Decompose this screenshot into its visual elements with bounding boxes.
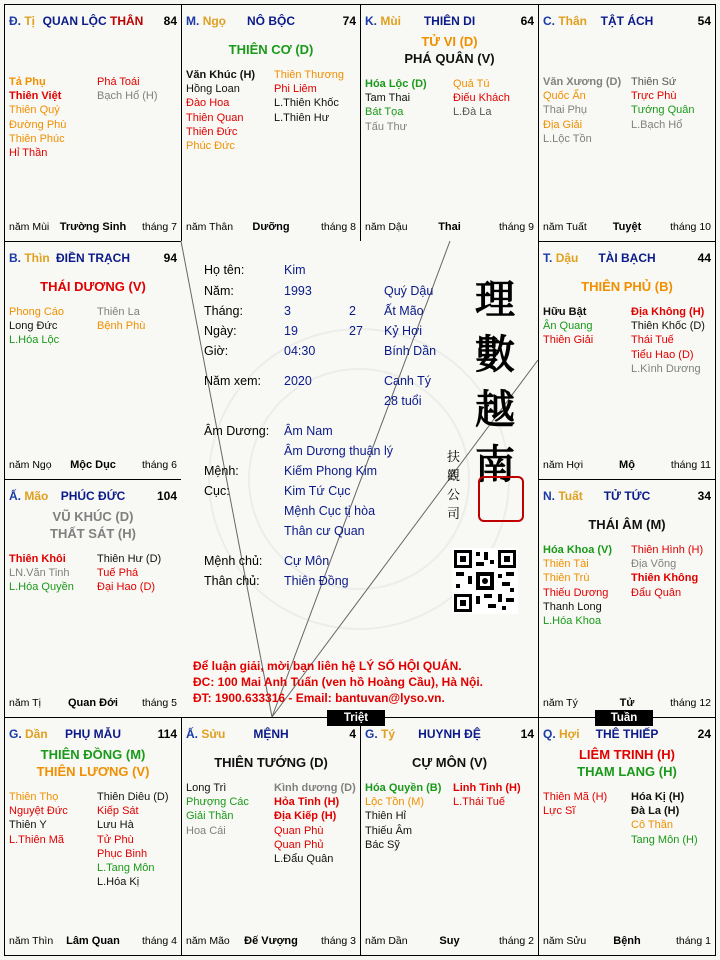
- thang-label: Tháng:: [204, 304, 243, 318]
- minor-star: Thiên Thọ: [9, 791, 59, 803]
- minor-star: Quốc Ấn: [543, 90, 586, 103]
- minor-star: Thiên Khốc (D): [631, 320, 705, 333]
- menh-chu-value: Cự Môn: [284, 554, 330, 568]
- minor-star: Thiên La: [97, 306, 140, 318]
- minor-star: Thiên Tài: [543, 558, 589, 571]
- menh-label: Mệnh:: [204, 464, 239, 478]
- minor-star: Đào Hoa: [186, 97, 230, 110]
- red-seal-icon: [478, 476, 524, 522]
- footer-year: năm Ngọ: [9, 459, 52, 471]
- footer-year: năm Tị: [9, 697, 41, 709]
- footer-month: tháng 5: [141, 697, 177, 709]
- minor-star: Bệnh Phù: [97, 320, 146, 333]
- palace-name-text: THÊ THIẾP: [595, 727, 659, 741]
- minor-star: Thiên Quan: [186, 111, 244, 124]
- main-star: THIÊN PHỦ (B): [581, 279, 673, 294]
- palace-age-number: 24: [697, 727, 711, 741]
- gio-am-lich: Bính Dần: [384, 344, 437, 358]
- minor-star: L.Lộc Tồn: [543, 132, 592, 145]
- palace-can: T.: [543, 251, 553, 265]
- minor-star: Phá Toái: [97, 76, 140, 88]
- brand-subtitle-char: 公: [447, 488, 461, 503]
- thang-am-lich: Ất Mão: [384, 304, 424, 318]
- footer-month: tháng 3: [320, 935, 356, 947]
- minor-star: L.Hóa Khoa: [543, 615, 602, 628]
- palace-can: Đ.: [9, 14, 21, 28]
- minor-star: Phong Cáo: [9, 306, 65, 318]
- palace-age-number: 64: [520, 14, 534, 28]
- minor-star: Thiên Y: [9, 819, 47, 832]
- palace-name-text: QUAN LỘC: [42, 14, 107, 28]
- minor-star: Phượng Các: [186, 796, 249, 809]
- ngay-am-lich: Kỷ Hợi: [384, 324, 423, 338]
- brand-subtitle-char: 觀: [447, 469, 461, 484]
- palace-chi: Sửu: [201, 727, 226, 741]
- ngay-duong-lich: 19: [284, 324, 298, 338]
- minor-star: Thái Tuế: [631, 334, 674, 347]
- than-marker: THÂN: [110, 14, 144, 28]
- palace-name-text: MỆNH: [253, 727, 289, 741]
- brand-char: 越: [475, 386, 515, 433]
- minor-star: Thiên Hình (H): [631, 544, 704, 556]
- palace-age-number: 44: [697, 251, 711, 265]
- footer-year: năm Thân: [186, 221, 234, 233]
- ngay-am-lich-num: 27: [349, 324, 363, 338]
- palace-can: G.: [365, 727, 378, 741]
- minor-star: L.Thiên Hư: [274, 111, 330, 124]
- footer-stage: Lâm Quan: [66, 935, 120, 947]
- minor-star: Thiên Trù: [543, 572, 590, 585]
- minor-star: Điếu Khách: [453, 92, 510, 105]
- minor-star: Thiên Phúc: [9, 132, 65, 145]
- minor-star: Địa Không (H): [631, 306, 705, 318]
- footer-stage: Mộ: [619, 459, 635, 471]
- minor-star: Long Đức: [9, 320, 58, 333]
- palace-chi: Mùi: [380, 14, 402, 28]
- footer-year: năm Thìn: [9, 935, 54, 947]
- minor-star: Đẩu Quân: [631, 586, 682, 599]
- palace-chi: Ngọ: [202, 14, 227, 28]
- minor-star: L.Bạch Hổ: [631, 118, 683, 131]
- palace-chi: Tị: [24, 14, 36, 28]
- nam-label: Năm:: [204, 284, 234, 298]
- minor-star: Phi Liêm: [274, 83, 317, 96]
- main-star: THÁI ÂM (M): [588, 517, 666, 532]
- minor-star: L.Kình Dương: [631, 362, 701, 375]
- footer-stage: Bệnh: [613, 935, 641, 947]
- palace-age-number: 104: [156, 489, 177, 503]
- footer-month: tháng 4: [141, 935, 177, 947]
- brand-char: 數: [475, 331, 515, 378]
- footer-year: năm Mão: [186, 935, 230, 947]
- palace-can: C.: [543, 14, 555, 28]
- main-star: LIÊM TRINH (H): [578, 747, 676, 762]
- minor-star: Địa Kiếp (H): [274, 810, 337, 823]
- main-star: TỬ VI (D): [421, 34, 478, 49]
- than-chu-value: Thiên Đồng: [284, 574, 349, 588]
- palace-can: Q.: [543, 727, 556, 741]
- palace-chi: Tý: [381, 727, 396, 741]
- palace-name-text: PHÚC ĐỨC: [60, 489, 126, 503]
- palace-can: B.: [9, 251, 21, 265]
- minor-star: Tuế Phá: [97, 567, 139, 580]
- palace-chi: Hợi: [559, 727, 580, 741]
- minor-star: Thiên Hư (D): [97, 553, 162, 565]
- palace-can: N.: [543, 489, 555, 503]
- palace-age-number: 84: [163, 14, 177, 28]
- minor-star: Lộc Tồn (M): [365, 796, 425, 809]
- palace-age-number: 54: [697, 14, 711, 28]
- footer-month: tháng 7: [141, 221, 177, 233]
- minor-star: Giải Thần: [186, 810, 234, 823]
- main-star: THAM LANG (H): [577, 764, 677, 779]
- contact-phone-email[interactable]: ĐT: 1900.633316 - Email: bantuvan@lyso.vn.: [193, 691, 445, 705]
- footer-year: năm Mùi: [9, 221, 50, 233]
- than-chu-label: Thân chủ:: [204, 574, 260, 588]
- main-star: VŨ KHÚC (D): [52, 509, 134, 524]
- brand-logo: [465, 272, 525, 492]
- minor-star: Nguyệt Đức: [9, 805, 68, 818]
- footer-stage: Dưỡng: [252, 221, 290, 233]
- palace-chi: Thìn: [24, 251, 50, 265]
- minor-star: Địa Võng: [631, 558, 677, 571]
- minor-star: Quả Tú: [453, 78, 490, 90]
- brand-subtitle: [447, 448, 463, 524]
- minor-star: Đường Phù: [9, 118, 67, 131]
- palace-age-number: 14: [520, 727, 534, 741]
- cuc-label: Cục:: [204, 484, 230, 498]
- minor-star: Thiếu Dương: [543, 586, 609, 599]
- main-star: PHÁ QUÂN (V): [404, 51, 495, 66]
- tuoi-value: 28 tuổi: [384, 394, 422, 408]
- palace-chi: Dậu: [555, 251, 579, 265]
- palace-name-text: HUYNH ĐỆ: [418, 727, 481, 741]
- minor-star: Ân Quang: [543, 320, 593, 333]
- minor-star: L.Hóa Kị: [97, 876, 140, 889]
- minor-star: L.Thiên Khốc: [274, 97, 339, 110]
- minor-star: Thiên Mã (H): [543, 791, 608, 803]
- minor-star: Tướng Quân: [631, 104, 695, 117]
- footer-month: tháng 6: [141, 459, 177, 471]
- minor-star: Văn Xương (D): [543, 76, 622, 88]
- contact-address: ĐC: 100 Mai Anh Tuấn (ven hồ Hoàng Cầu), Hà Nội.: [193, 675, 484, 689]
- minor-star: LN.Văn Tinh: [9, 567, 70, 580]
- main-star: THÁI DƯƠNG (V): [40, 279, 146, 294]
- footer-month: tháng 9: [498, 221, 534, 233]
- minor-star: Tang Môn (H): [631, 833, 698, 846]
- brand-char: 南: [475, 441, 515, 488]
- minor-star: Bát Tọa: [365, 106, 404, 119]
- nam-duong-lich: 1993: [284, 284, 312, 298]
- menh-value: Kiếm Phong Kim: [284, 464, 378, 478]
- minor-star: Bác Sỹ: [365, 838, 400, 851]
- minor-star: Thanh Long: [543, 600, 602, 613]
- ngay-label: Ngày:: [204, 324, 237, 338]
- minor-star: Phục Binh: [97, 847, 148, 860]
- am-duong-label: Âm Dương:: [204, 424, 270, 438]
- ho-ten-label: Họ tên:: [204, 263, 245, 277]
- palace-can: Ấ.: [9, 489, 21, 503]
- main-star: THIÊN LƯƠNG (V): [36, 764, 150, 779]
- minor-star: Tiểu Hao (D): [631, 348, 694, 361]
- minor-star: Linh Tinh (H): [453, 782, 521, 794]
- main-star: THIÊN TƯỚNG (D): [214, 755, 328, 770]
- ho-ten-value: Kim: [284, 263, 306, 277]
- cuc-value: Kim Tứ Cục: [284, 484, 351, 498]
- minor-star: L.Thái Tuế: [453, 796, 505, 809]
- main-star: THIÊN ĐỒNG (M): [40, 747, 146, 762]
- minor-star: Hỏa Tinh (H): [274, 796, 340, 809]
- minor-star: Thiên Sứ: [631, 76, 677, 88]
- than-cu: Thân cư Quan: [284, 524, 365, 538]
- menh-chu-label: Mệnh chủ:: [204, 554, 263, 568]
- palace-name-text: TẬT ÁCH: [600, 14, 654, 28]
- minor-star: Hóa Quyền (B): [365, 782, 442, 794]
- palace-can: Ấ.: [186, 727, 198, 741]
- minor-star: Tấu Thư: [365, 120, 408, 133]
- minor-star: Hồng Loan: [186, 83, 240, 96]
- am-duong-value: Âm Nam: [284, 424, 333, 438]
- minor-star: Long Trì: [186, 782, 227, 794]
- minor-star: Bạch Hổ (H): [97, 90, 158, 103]
- palace-age-number: 114: [157, 727, 177, 741]
- nam-xem-am-lich: Canh Tý: [384, 374, 432, 388]
- minor-star: Trực Phù: [631, 90, 677, 103]
- thang-am-lich-num: 2: [349, 304, 356, 318]
- palace-chi: Mão: [24, 489, 49, 503]
- palace-name-text: NÔ BỘC: [247, 14, 295, 28]
- gio-label: Giờ:: [204, 344, 229, 358]
- footer-year: năm Hợi: [543, 459, 584, 471]
- main-star: THIÊN CƠ (D): [228, 42, 314, 57]
- minor-star: Thiên Hỉ: [365, 810, 406, 823]
- footer-month: tháng 10: [670, 221, 711, 233]
- brand-char: 理: [475, 276, 515, 323]
- minor-star: Thiên Việt: [9, 90, 62, 103]
- minor-star: Thiên Thương: [274, 69, 345, 81]
- minor-star: Thiên Không: [631, 572, 699, 585]
- footer-stage: Suy: [439, 935, 460, 947]
- minor-star: L.Tang Môn: [97, 862, 155, 875]
- minor-star: Hỉ Thần: [9, 147, 48, 160]
- minor-star: Văn Khúc (H): [186, 69, 256, 81]
- minor-star: Lưu Hà: [97, 819, 134, 832]
- triet-marker: Triệt: [327, 710, 385, 726]
- minor-star: Hóa Lộc (D): [365, 78, 427, 90]
- brand-subtitle-char: 扶: [447, 450, 461, 465]
- minor-star: L.Hóa Quyền: [9, 581, 74, 594]
- footer-month: tháng 1: [675, 935, 711, 947]
- footer-stage: Quan Đới: [68, 697, 118, 709]
- minor-star: L.Thiên Mã: [9, 833, 65, 846]
- palace-name-text: THIÊN DI: [423, 14, 476, 28]
- palace-name-text: TỬ TỨC: [603, 489, 651, 503]
- minor-star: Cô Thần: [631, 819, 673, 832]
- contact-line: Để luận giải, mời bạn liên hệ LÝ SỐ HỘI QUÁN.: [193, 659, 462, 673]
- minor-star: Hữu Bật: [543, 306, 587, 318]
- footer-stage: Trường Sinh: [59, 221, 127, 233]
- footer-month: tháng 12: [670, 697, 711, 709]
- palace-name-text: PHỤ MẪU: [65, 727, 121, 741]
- am-duong-ly: Âm Dương thuận lý: [284, 444, 393, 458]
- footer-year: năm Tuất: [543, 221, 587, 233]
- minor-star: Phúc Đức: [186, 140, 235, 153]
- main-star: THẤT SÁT (H): [50, 526, 136, 541]
- palace-name-text: TÀI BẠCH: [598, 251, 656, 265]
- nam-xem-label: Năm xem:: [204, 374, 261, 388]
- minor-star: Thai Phụ: [543, 104, 588, 117]
- minor-star: Lực Sĩ: [543, 805, 576, 818]
- footer-stage: Tuyệt: [612, 221, 642, 233]
- palace-age-number: 94: [163, 251, 177, 265]
- footer-month: tháng 11: [670, 459, 711, 471]
- footer-month: tháng 2: [498, 935, 534, 947]
- footer-stage: Mộc Dục: [70, 459, 116, 471]
- minor-star: Tam Thai: [365, 92, 411, 105]
- thang-duong-lich: 3: [284, 304, 291, 318]
- palace-chi: Tuất: [558, 489, 583, 503]
- footer-year: năm Dậu: [365, 221, 408, 233]
- qr-code-icon[interactable]: [452, 548, 518, 614]
- minor-star: Thiếu Âm: [365, 824, 413, 837]
- minor-star: L.Đẩu Quân: [274, 853, 334, 866]
- minor-star: Quan Phủ: [274, 838, 324, 851]
- minor-star: Thiên Diêu (D): [97, 791, 169, 803]
- minor-star: Quan Phù: [274, 824, 324, 837]
- footer-stage: Đế Vượng: [244, 935, 298, 947]
- minor-star: L.Hóa Lộc: [9, 334, 60, 347]
- minor-star: Hóa Khoa (V): [543, 544, 613, 556]
- brand-subtitle-char: 司: [447, 507, 461, 522]
- palace-can: M.: [186, 14, 200, 28]
- nam-xem-value: 2020: [284, 374, 312, 388]
- footer-stage: Thai: [438, 221, 461, 233]
- footer-year: năm Dần: [365, 935, 408, 947]
- minor-star: Tử Phù: [97, 833, 134, 846]
- footer-year: năm Tý: [543, 697, 578, 709]
- minor-star: Hóa Kị (H): [631, 791, 685, 803]
- minor-star: Tả Phụ: [9, 76, 46, 88]
- palace-chi: Dần: [25, 727, 48, 741]
- nam-am-lich: Quý Dậu: [384, 284, 434, 298]
- minor-star: Thiên Giải: [543, 334, 594, 347]
- minor-star: Hoa Cái: [186, 824, 226, 837]
- tuan-marker: Tuần: [595, 710, 653, 726]
- footer-year: năm Sửu: [543, 935, 587, 947]
- palace-can: K.: [365, 14, 377, 28]
- palace-chi: Thân: [558, 14, 588, 28]
- minor-star: Thiên Quý: [9, 104, 60, 117]
- minor-star: Đại Hao (D): [97, 581, 156, 594]
- minor-star: Thiên Đức: [186, 125, 238, 138]
- menh-cuc-relation: Mệnh Cục tị hòa: [284, 504, 376, 518]
- footer-month: tháng 8: [320, 221, 356, 233]
- gio-value: 04:30: [284, 344, 316, 358]
- palace-name-text: ĐIỀN TRẠCH: [56, 251, 130, 265]
- palace-age-number: 74: [342, 14, 356, 28]
- minor-star: Thiên Khôi: [9, 553, 66, 565]
- palace-age-number: 34: [697, 489, 711, 503]
- minor-star: Đà La (H): [631, 805, 680, 818]
- minor-star: Kình dương (D): [274, 782, 356, 794]
- palace-can: G.: [9, 727, 22, 741]
- main-star: CỰ MÔN (V): [411, 755, 488, 770]
- palace-age-number: 4: [349, 727, 356, 741]
- minor-star: Địa Giải: [543, 118, 583, 131]
- minor-star: L.Đà La: [453, 106, 492, 119]
- footer-stage: Tử: [619, 697, 635, 709]
- minor-star: Kiếp Sát: [97, 805, 139, 818]
